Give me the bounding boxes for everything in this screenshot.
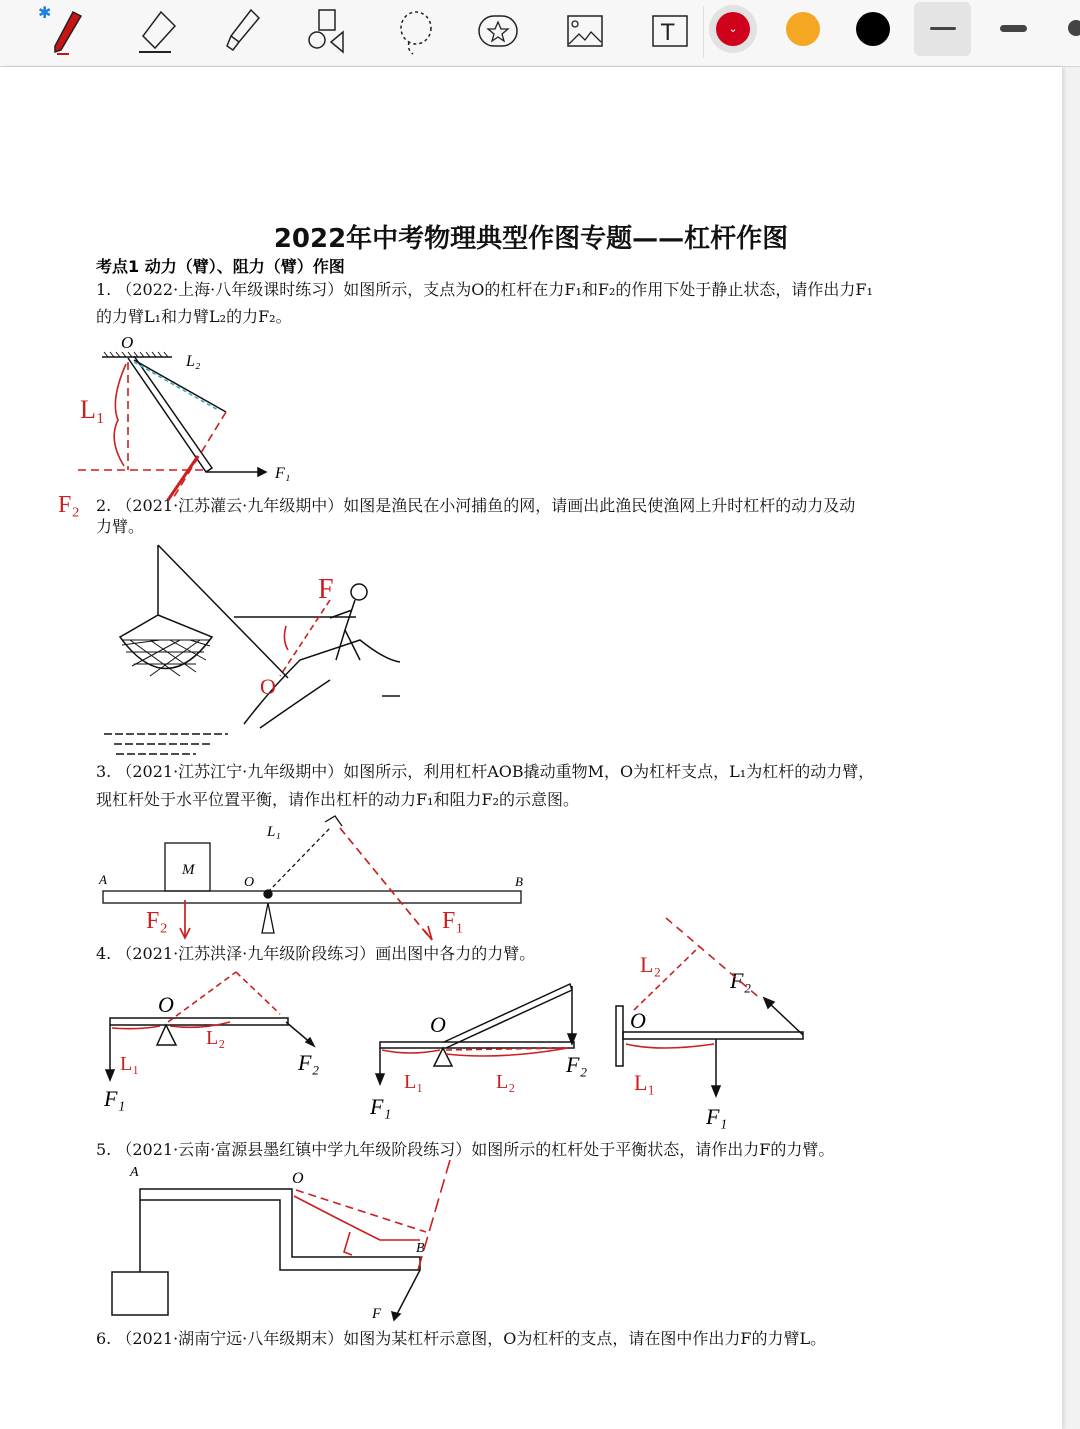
eraser-icon (131, 6, 181, 56)
q3-hw-F1: F₁ (442, 908, 464, 934)
q3-label-L1: L₁ (267, 824, 281, 840)
q5-label-A: A (130, 1165, 139, 1180)
q3-label-A: A (99, 872, 107, 887)
toolbar (0, 0, 1080, 67)
stroke-thick-button[interactable] (1068, 20, 1080, 36)
q2-line1: 2. （2021·江苏灌云·九年级期中）如图是渔民在小河捕鱼的网，请画出此渔民使渔网上升时杠杆的动力及动 (96, 496, 856, 515)
q1-label-F1: F₁ (275, 465, 291, 482)
color-red-button[interactable]: ⌄ (716, 12, 750, 46)
color-orange-button[interactable] (786, 12, 820, 46)
svg-text:T: T (661, 21, 675, 46)
q1-hw-F2: F₂ (58, 492, 80, 518)
shapes-icon (303, 6, 353, 56)
q4a-label-F2: F₂ (298, 1050, 320, 1075)
q6-text: 6. （2021·湖南宁远·八年级期末）如图为某杠杆示意图，O为杠杆的支点，请在图中作出力F的力臂L。 (96, 1329, 827, 1348)
q4a-hw-L1: L₁ (120, 1053, 140, 1075)
q3-hw-F2: F₂ (146, 908, 168, 934)
q2-line2: 力臂。 (96, 517, 145, 536)
q4c-hw-L1: L₁ (634, 1070, 656, 1095)
shapes-tool-button[interactable] (300, 6, 356, 56)
image-icon (559, 6, 609, 56)
text-box-icon (643, 6, 693, 56)
q4b-hw-L2: L₂ (496, 1071, 516, 1093)
q4c-label-O: O (630, 1008, 646, 1033)
sticker-star-icon (473, 6, 523, 56)
q4b-label-F1: F₁ (370, 1094, 392, 1119)
q3-line1: 3. （2021·江苏江宁·九年级期中）如图所示，利用杠杆AOB撬动重物M，O为杠杆支点，L₁为杠杆的动力臂， (96, 762, 875, 781)
lasso-icon (389, 6, 439, 56)
color-black-button[interactable] (856, 12, 890, 46)
q1-label-L2: L₂ (186, 353, 201, 370)
lasso-tool-button[interactable] (386, 6, 442, 56)
q4c-label-F2: F₂ (730, 968, 752, 993)
stroke-medium-button[interactable] (1000, 25, 1027, 32)
q3-label-M: M (182, 862, 195, 878)
q2-hw-F: F (318, 574, 334, 605)
bluetooth-icon: ✱ (38, 3, 52, 22)
image-tool-button[interactable] (556, 6, 612, 56)
q5-label-B: B (416, 1241, 425, 1256)
q5-label-F: F (372, 1306, 382, 1322)
q4a-hw-L2: L₂ (206, 1027, 226, 1049)
toolbar-divider (703, 6, 704, 58)
q5-text: 5. （2021·云南·富源县墨红镇中学九年级阶段练习）如图所示的杠杆处于平衡状态，请作出力F的力臂。 (96, 1140, 835, 1159)
section-heading: 考点1 动力（臂）、阻力（臂）作图 (96, 257, 345, 276)
document-title: 2022年中考物理典型作图专题——杠杆作图 (273, 224, 789, 254)
q4a-label-O: O (158, 992, 174, 1017)
eraser-tool-button[interactable] (128, 6, 184, 56)
text-tool-button[interactable] (640, 6, 696, 56)
q5-label-O: O (292, 1170, 304, 1187)
q3-label-O: O (244, 875, 255, 890)
q4a-label-F1: F₁ (104, 1086, 126, 1111)
q3-label-B: B (515, 874, 523, 889)
q4c-label-F1: F₁ (706, 1104, 728, 1129)
q4c-hw-L2: L₂ (640, 952, 662, 977)
q1-line1: 1. （2022·上海·八年级课时练习）如图所示，支点为O的杠杆在力F₁和F₂的作用下处于静止状态，请作出力F₁ (96, 280, 873, 299)
q4b-label-O: O (430, 1012, 446, 1037)
q1-hw-L1: L₁ (80, 395, 105, 424)
q1-line2: 的力臂L₁和力臂L₂的力F₂。 (96, 307, 292, 326)
q2-hw-O: O (260, 674, 276, 699)
stroke-thin-button[interactable] (914, 2, 971, 56)
sticker-tool-button[interactable] (470, 6, 526, 56)
q4-text: 4. （2021·江苏洪泽·九年级阶段练习）画出图中各力的力臂。 (96, 944, 536, 963)
highlighter-icon (217, 6, 267, 56)
q4b-label-F2: F₂ (566, 1052, 588, 1077)
q4b-hw-L1: L₁ (404, 1071, 424, 1093)
q1-label-O: O (121, 333, 134, 352)
highlighter-tool-button[interactable] (214, 6, 270, 56)
q3-line2: 现杠杆处于水平位置平衡，请作出杠杆的动力F₁和阻力F₂的示意图。 (96, 790, 580, 809)
